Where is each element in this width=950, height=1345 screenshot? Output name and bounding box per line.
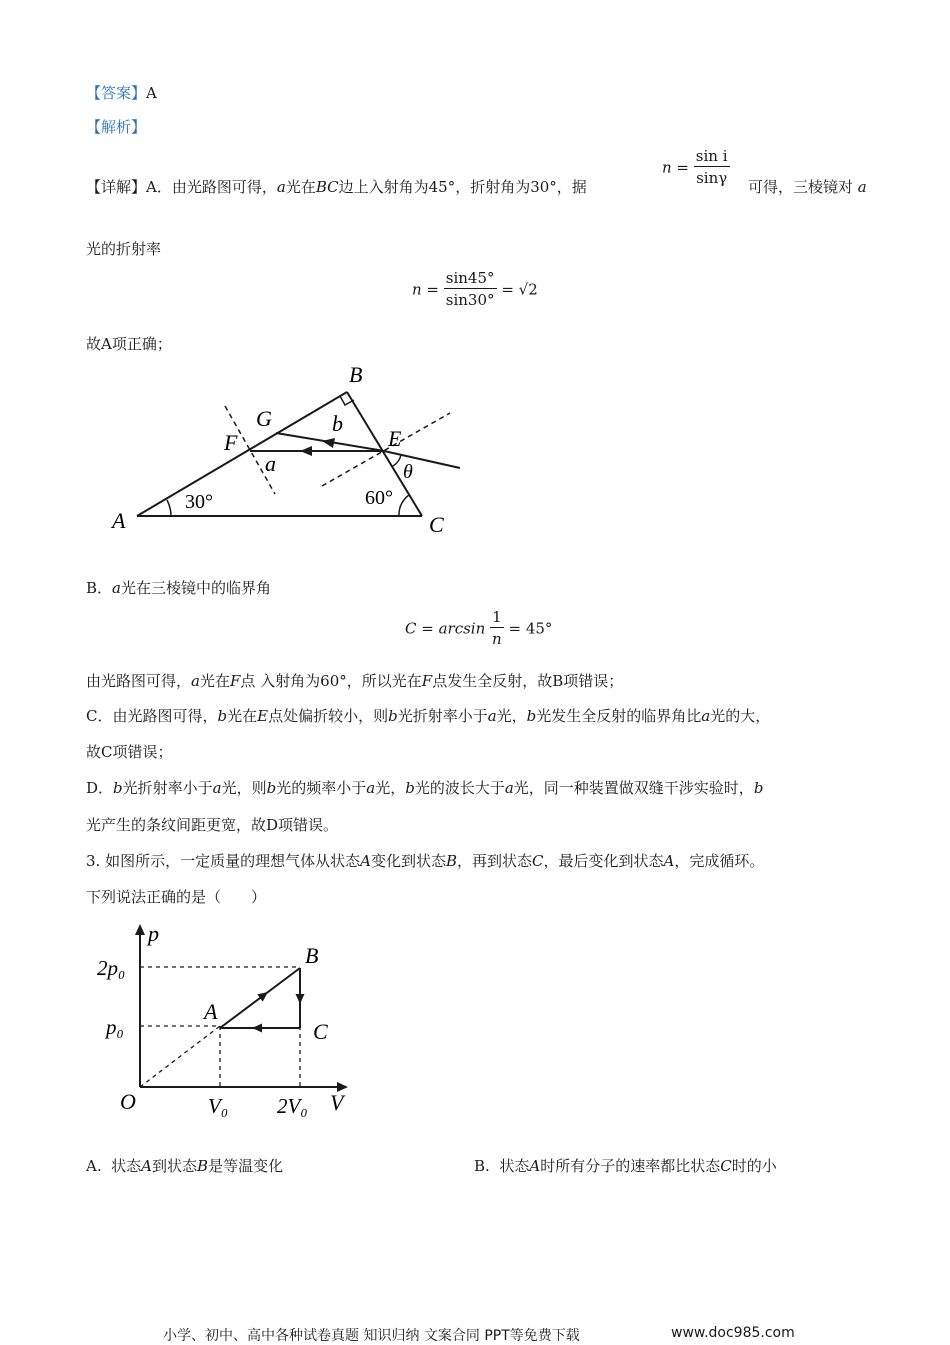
label-angle-60: 60° [365,487,393,509]
label-ray-a: a [265,451,276,476]
tick-2p0: 2p₀ [97,956,126,980]
label-theta: θ [403,461,413,483]
label-b-vertex: B [349,362,363,387]
label-angle-30: 30° [185,491,213,513]
prism-diagram [100,358,480,543]
label-f-point: F [224,430,238,455]
angle-c-arc [399,495,409,516]
point-b-label: B [305,943,319,968]
point-a-label: A [204,999,218,1024]
pv-segment-2-arrow [296,994,305,1004]
option-b-analysis-line-2: 由光路图可得，a光在F点 入射角为60°，所以光在F点发生全反射，故B项错误； [86,672,624,690]
pv-segment-3-arrow [252,1024,262,1033]
equation-refractive-index: n = $\frac{\sin 45^\circ}{\sin 30^\circ}$ = √2 [412,269,538,309]
point-c-label: C [313,1019,328,1044]
angle-theta-arc [393,455,401,466]
detail-line-1: 【详解】A．由光路图可得，a光在BC边上入射角为45°，折射角为30°，据 [86,178,587,196]
ray-a-arrow [300,446,312,456]
option-d-analysis-line-2: 光产生的条纹间距更宽，故D项错误。 [86,816,339,834]
axis-p-label: p [148,921,159,946]
pv-series [220,968,305,1033]
conclusion-a: 故A项正确； [86,335,172,353]
tick-p0: p₀ [106,1015,124,1039]
question-3-line-2: 下列说法正确的是（ ） [86,888,267,906]
ray-b-arrow [322,438,335,448]
incident-ray [384,451,460,468]
answer-line [86,82,157,103]
option-b[interactable]: B. 状态A时所有分子的速率都比状态C时的小 [474,1157,777,1175]
label-g-point: G [256,406,272,431]
footer-text: 小学、初中、高中各种试卷真题 知识归纳 文案合同 PPT等免费下载 [163,1328,580,1344]
answer-label: 【答案】 [86,84,147,102]
detail-label: 【详解】 [86,178,147,196]
tick-v0: V₀ [208,1094,229,1118]
option-c-analysis-line-2: 故C项错误； [86,743,173,761]
option-c-analysis-line-1: C．由光路图可得，b光在E点处偏折较小，则b光折射率小于a光，b光发生全反射的临界角比a光的大， [86,707,771,725]
equation-critical-angle: C = arcsin $\frac{1}{n}$ = 45° [405,608,553,648]
right-angle-mark [340,396,354,405]
answer-value: A [146,84,157,102]
origin-label: O [120,1089,136,1114]
axis-v-label: V [330,1090,344,1115]
tick-2v0: 2V₀ [277,1094,308,1118]
footer-url[interactable]: www.doc985.com [671,1325,795,1341]
detail-line-2: 光的折射率 [86,240,162,258]
label-ray-b: b [332,411,343,436]
angle-a-arc [167,500,171,516]
prism-side-ab [137,392,347,516]
p-axis-arrow [135,924,145,935]
pv-segment-1-arrow [257,992,268,1002]
analysis-label: 【解析】 [86,118,147,136]
label-e-point: E [388,426,402,451]
label-a-vertex: A [112,508,126,533]
detail-line-1-end: 可得，三棱镜对 a [748,178,867,196]
option-a[interactable]: A. 状态A到状态B是等温变化 [86,1157,284,1175]
question-3-line-1: 3. 如图所示，一定质量的理想气体从状态A变化到状态B，再到状态C，最后变化到状态A，完成循环。 [86,852,765,870]
formula-snell: n = $\frac{\text{sin i}}{\sin\gamma}$ [662,147,728,187]
guide-origin-to-a [140,1026,220,1087]
option-b-analysis-line-1: B．a光在三棱镜中的临界角 [86,579,271,597]
label-c-vertex: C [429,512,444,537]
option-d-analysis-line-1: D．b光折射率小于a光，则b光的频率小于a光，b光的波长大于a光，同一种装置做双缝干涉实验时，b [86,779,764,797]
pv-diagram [90,915,370,1155]
